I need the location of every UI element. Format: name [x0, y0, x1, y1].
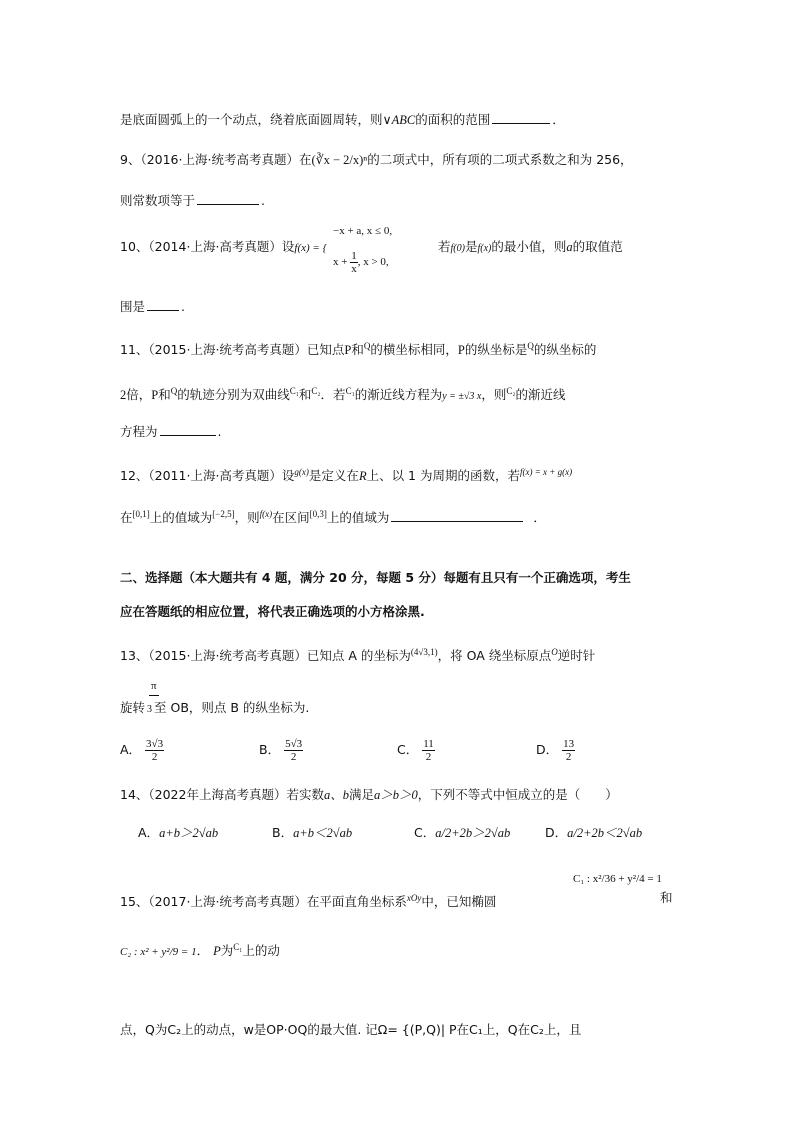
section2-heading-line1: 二、选择题（本大题共有 4 题，满分 20 分，每题 5 分）每题有且只有一个正确选项，考生 — [120, 570, 631, 585]
q12-number: 12、 — [120, 468, 149, 484]
q10-case2 — [333, 250, 389, 275]
q13-option-d-label: D． — [536, 742, 559, 757]
q11-answer-blank[interactable] — [160, 422, 216, 436]
q14-option-b-expr: a+b＜2√ab — [293, 826, 353, 840]
q11-times: 倍， — [126, 387, 152, 403]
q9-prompt: 则常数项等于 — [120, 193, 196, 208]
q10-number: 10、 — [120, 239, 149, 254]
q10-end: . — [181, 299, 185, 314]
q13-pi-num: π — [151, 680, 157, 692]
q10-text-c: 的最小值，则 — [491, 239, 567, 254]
q11-text-d: 的轨迹分别为双曲线 — [177, 387, 290, 403]
q13-O: O — [551, 647, 558, 657]
q13-pi-bar — [149, 695, 159, 696]
q13-c-den: 2 — [425, 751, 432, 763]
q13-b-den: 2 — [290, 751, 297, 763]
q14-option-c[interactable] — [414, 823, 510, 841]
q10-case2-a: x + — [333, 256, 348, 269]
q10-fx2: f(x) — [477, 243, 492, 254]
q14-option-d-expr: a/2+2b＜2√ab — [567, 826, 643, 840]
q11-Q2: Q — [527, 341, 534, 351]
q13-text-c: 至 OB，则点 B 的纵坐标为. — [154, 700, 310, 715]
q12-int1: [0,1] — [132, 509, 150, 519]
q14-option-a-label: A． — [138, 825, 160, 840]
q12-fx: f(x) — [259, 509, 273, 519]
q9-text: 的二项式中，所有项的二项式系数之和为 256， — [367, 152, 633, 167]
q14-option-d[interactable] — [545, 823, 642, 841]
q12-text-d: ，则 — [234, 510, 260, 526]
q14-option-a[interactable] — [138, 823, 218, 841]
q14-vars: a、b — [323, 788, 349, 802]
q14-line1 — [120, 786, 618, 804]
q13-a-num: 3√3 — [146, 738, 164, 750]
q10-case2-b: , x > 0, — [357, 256, 389, 269]
q12-int2: [−2,5] — [212, 509, 235, 519]
q15-text-b: 为 — [220, 943, 234, 959]
q12-line1 — [120, 463, 572, 485]
q14-source: （2022年上海高考真题）若实数 — [148, 787, 324, 802]
q10-prompt: 围是 — [120, 299, 146, 314]
q14-option-b-label: B． — [272, 825, 294, 840]
q11-C1: C₁ — [289, 386, 299, 396]
q15-text-a: 中，已知椭圆 — [421, 894, 497, 910]
q15-C1: C₁ — [233, 942, 243, 952]
q12-answer-blank[interactable] — [391, 508, 523, 522]
q13-option-d[interactable] — [536, 738, 575, 763]
q9-expression: (∛x − 2/x)ⁿ — [311, 153, 368, 167]
q12-end: ． — [533, 510, 546, 526]
q14-option-a-expr: a+b＞2√ab — [159, 826, 219, 840]
q12-R: R — [358, 469, 367, 484]
q10-text-b: 是 — [464, 239, 478, 254]
section2-heading-line2: 应在答题纸的相应位置，将代表正确选项的小方格涂黑. — [120, 604, 425, 619]
q10-f0: f(0) — [450, 243, 465, 254]
q11-text-b: 的纵坐标是 — [464, 342, 528, 358]
q15-line3: 点，Q为C₂上的动点，w是OP·OQ的最大值. 记Ω= {(P,Q)| P在C₁上，Q在C₂上，且 — [120, 1022, 582, 1037]
q11-line2 — [120, 382, 566, 406]
q11-P2: P — [457, 343, 465, 358]
q14-text-b: ，下列不等式中恒成立的是（ ） — [417, 787, 618, 802]
q11-prompt: 方程为 — [120, 424, 158, 439]
q13-option-a-value — [145, 738, 164, 763]
q8-answer-blank[interactable] — [492, 110, 550, 124]
q11-text-c: 的纵坐标的 — [533, 342, 597, 358]
q10-frac-den: x — [351, 263, 357, 275]
q15-xoy: xOy — [406, 893, 422, 903]
q12-text-f: 上的值域为 — [326, 510, 390, 526]
q15-P: P — [213, 944, 221, 959]
q9-end: . — [261, 193, 265, 208]
q13-option-c-label: C． — [397, 742, 419, 757]
q13-text-a: ，将 OA 绕坐标原点 — [437, 648, 552, 664]
q15-line1 — [120, 889, 496, 911]
q8-text: 是底面圆弧上的一个动点，绕着底面圆周转，则 — [120, 112, 383, 127]
q13-number: 13、 — [120, 648, 149, 664]
q10-text-a: 若 — [438, 239, 451, 254]
q15-source: （2017·上海·统考高考真题）在平面直角坐标系 — [148, 894, 407, 910]
q14-text: 满足 — [348, 787, 374, 802]
q10-frac-num: 1 — [351, 250, 357, 262]
q13-option-a-label: A． — [120, 742, 142, 757]
q10-text-d: 的取值范 — [572, 239, 623, 254]
q13-text-b: 逆时针 — [557, 648, 596, 664]
q13-pi-den: 3 — [147, 704, 153, 715]
q11-C2b: C₂ — [506, 386, 516, 396]
q13-a-den: 2 — [151, 751, 158, 763]
q12-text-c: 上的值域为 — [149, 510, 213, 526]
q9-line2 — [120, 191, 265, 210]
q14-number: 14、 — [120, 787, 149, 802]
q12-eq: f(x) = x + g(x) — [519, 467, 573, 477]
q11-number: 11、 — [120, 342, 149, 358]
q11-text-a: 的横坐标相同， — [370, 342, 458, 358]
q11-two: 2 — [120, 388, 127, 403]
q14-option-d-label: D． — [545, 825, 568, 840]
q11-text-f: 的渐近线方程为 — [354, 387, 443, 403]
q11-line3 — [120, 422, 222, 441]
q10-source: （2014·上海·高考真题）设 — [148, 239, 295, 254]
q15-dot: ． — [196, 943, 210, 959]
q12-line2 — [120, 505, 546, 527]
q13-coord: (4√3,1) — [410, 647, 438, 657]
q13-d-num: 13 — [563, 738, 575, 750]
q8-triangle: ∨ABC — [382, 113, 416, 127]
q13-b-num: 5√3 — [285, 738, 303, 750]
q13-rotate: 旋转 — [120, 700, 146, 715]
q12-text-e: 在区间 — [272, 510, 310, 526]
q10-case2-frac — [350, 250, 358, 275]
q13-option-c[interactable] — [397, 738, 435, 763]
q11-and: 和 — [351, 342, 364, 358]
q9-source: （2016·上海·统考高考真题）在 — [140, 152, 312, 167]
q9-answer-blank[interactable] — [197, 191, 259, 205]
q9-number: 9、 — [120, 152, 141, 167]
q10-line2 — [120, 297, 185, 316]
q13-option-d-value — [562, 738, 575, 763]
q11-end: . — [217, 424, 222, 439]
q8-end: ． — [552, 112, 565, 127]
q10-line1-right — [438, 238, 623, 258]
q15-text-c: 上的动 — [242, 943, 280, 959]
q12-text-b: 上、以 1 为周期的函数，若 — [366, 468, 520, 484]
q10-answer-blank[interactable] — [147, 297, 179, 311]
q13-line2 — [120, 699, 309, 719]
q12-gx: g(x) — [294, 467, 309, 477]
q13-option-c-value — [422, 738, 435, 763]
q14-option-b[interactable] — [272, 823, 352, 841]
q12-source: （2011·上海·高考真题）设 — [148, 468, 295, 484]
q11-P3: P — [151, 388, 159, 403]
q13-option-a[interactable] — [120, 738, 164, 763]
q14-option-c-expr: a/2+2b＞2√ab — [435, 826, 511, 840]
q11-and2: 和 — [158, 387, 171, 403]
q15-c1-equation: C₁ : x²/36 + y²/4 = 1 — [573, 873, 662, 885]
q11-P: P — [344, 343, 352, 358]
q8-tail — [120, 110, 565, 129]
q13-c-num: 11 — [423, 738, 434, 750]
q10-a: a — [566, 240, 573, 254]
q11-text-h: 的渐近线 — [515, 387, 566, 403]
q14-cond: a＞b＞0 — [374, 788, 418, 802]
q13-d-den: 2 — [565, 751, 572, 763]
q11-text-e: ．若 — [320, 387, 346, 403]
q15-number: 15、 — [120, 894, 149, 910]
q13-line1 — [120, 643, 595, 665]
q11-line1 — [120, 337, 596, 359]
q15-and: 和 — [660, 890, 673, 905]
q8-text-b: 的面积的范围 — [415, 112, 491, 127]
q12-in: 在 — [120, 510, 133, 526]
q10-line1 — [120, 238, 327, 257]
q10-fx: f(x) = { — [294, 242, 328, 254]
q11-and3: 和 — [298, 387, 312, 403]
q13-option-b-label: B． — [259, 742, 281, 757]
q15-c2-equation: C₂ : x² + y²/9 = 1 — [120, 946, 197, 959]
q13-option-b[interactable] — [259, 738, 303, 763]
q12-int3: [0,3] — [309, 509, 327, 519]
q11-C1b: C₁ — [345, 386, 355, 396]
q11-Q3: Q — [170, 386, 178, 396]
q13-option-b-value — [284, 738, 303, 763]
q10-case1: −x + a, x ≤ 0, — [333, 225, 393, 237]
q15-line2 — [120, 938, 280, 961]
q14-option-c-label: C． — [414, 825, 436, 840]
q11-source: （2015·上海·统考高考真题）已知点 — [148, 342, 345, 358]
q13-source: （2015·上海·统考高考真题）已知点 A 的坐标为 — [148, 648, 411, 664]
q11-asymptote: y = ±√3 x — [442, 391, 482, 403]
q11-text-g: ，则 — [481, 387, 507, 403]
q12-text-a: 是定义在 — [308, 468, 359, 484]
q11-C2: C₂ — [311, 386, 321, 396]
q9-line1 — [120, 151, 633, 169]
q11-Q: Q — [363, 341, 371, 351]
